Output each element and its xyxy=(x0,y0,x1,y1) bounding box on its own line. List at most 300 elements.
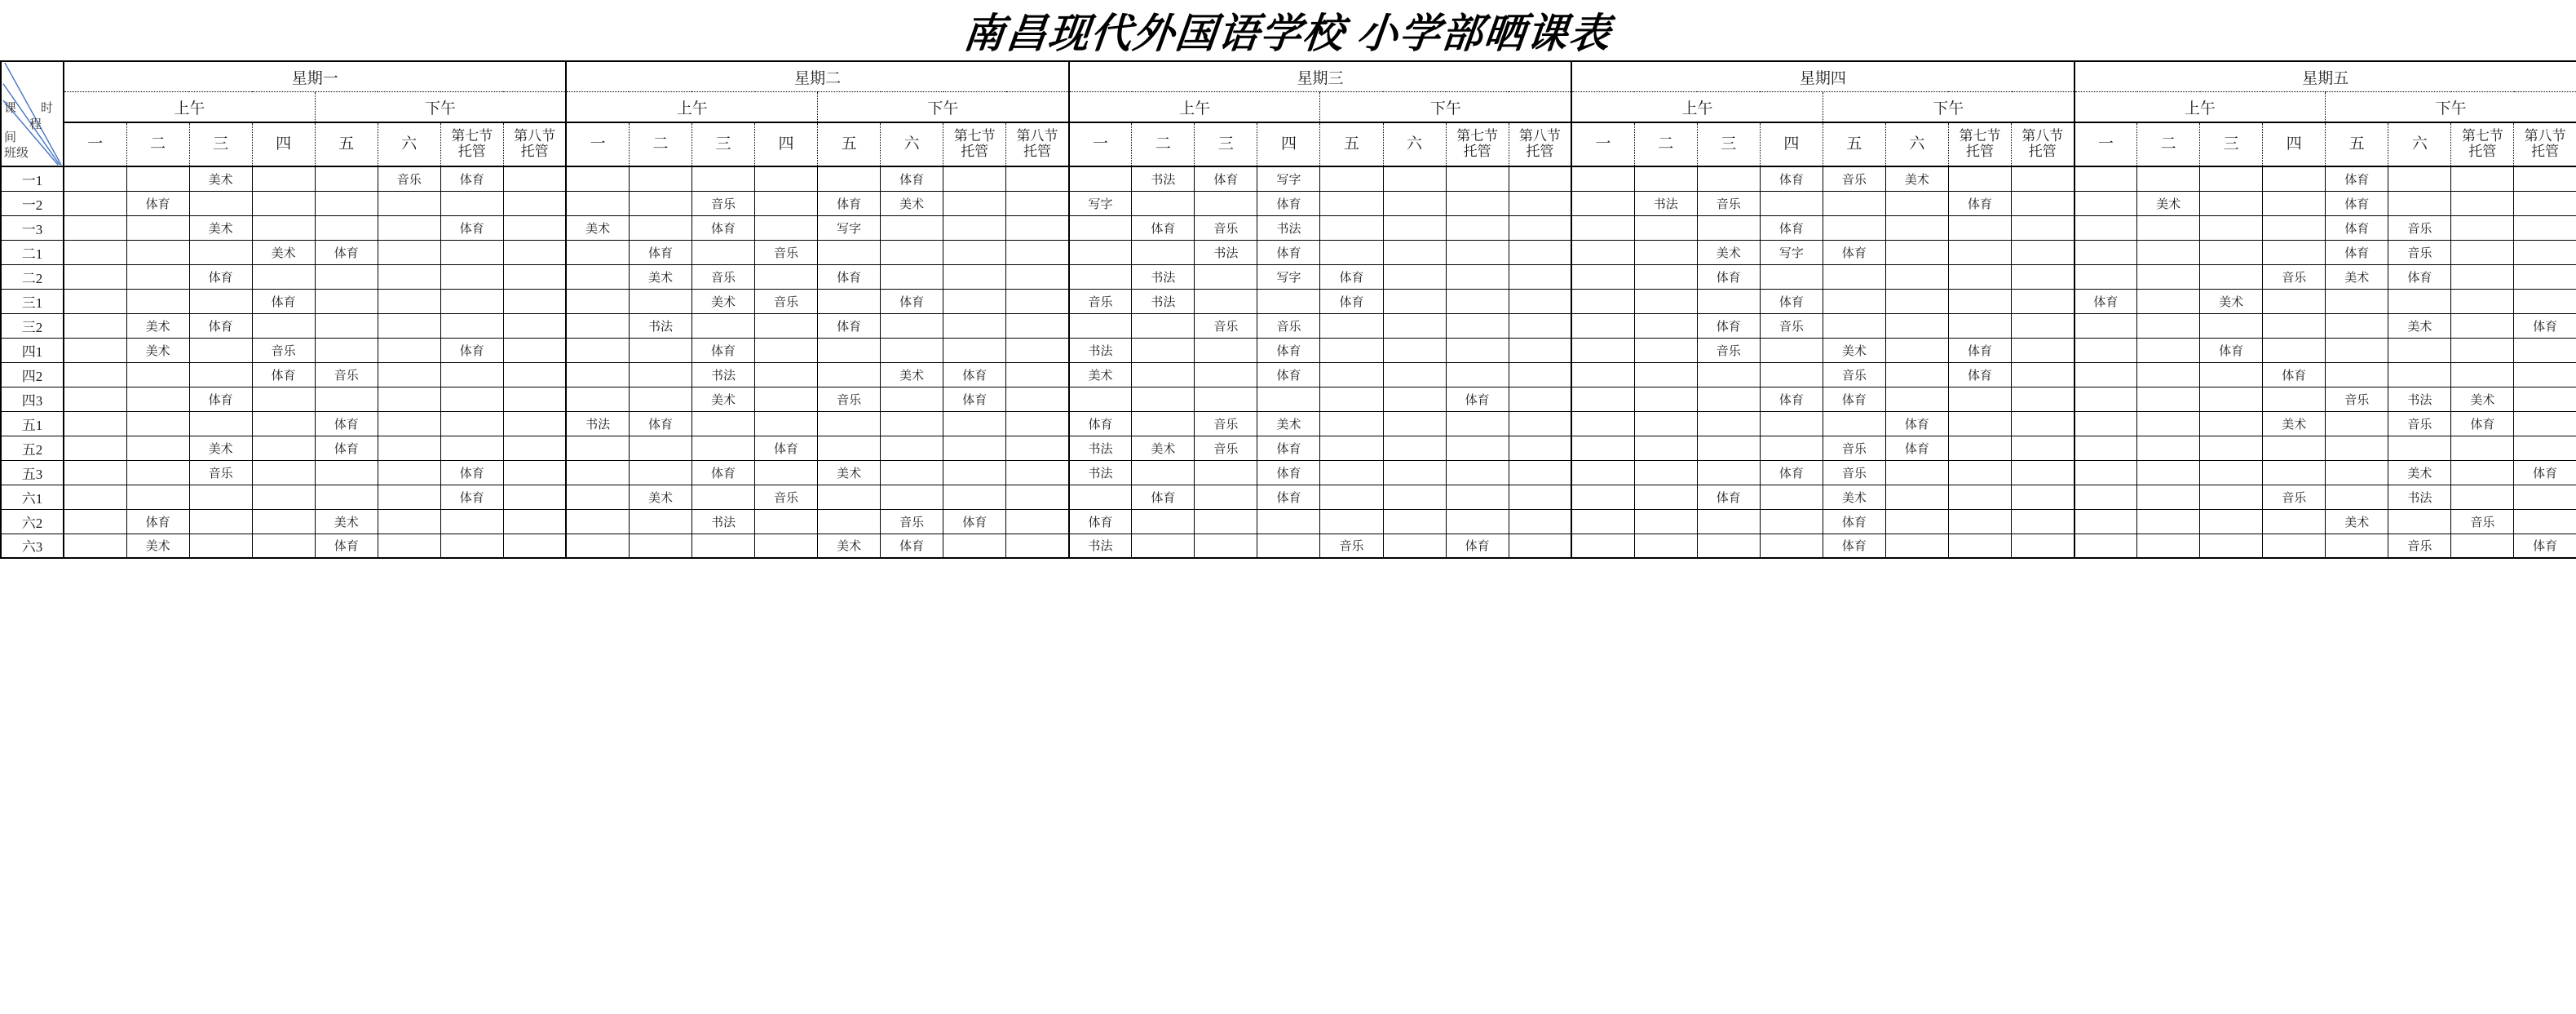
cell-五1-d4-p6[interactable]: 体育 xyxy=(1885,411,1948,436)
cell-四2-d4-p7[interactable]: 体育 xyxy=(1948,362,2011,387)
cell-六3-d2-p3[interactable] xyxy=(691,534,754,558)
cell-六3-d3-p8[interactable] xyxy=(1509,534,1571,558)
cell-五1-d5-p3[interactable] xyxy=(2200,411,2263,436)
cell-五3-d3-p5[interactable] xyxy=(1320,460,1383,485)
cell-六2-d5-p1[interactable] xyxy=(2074,509,2137,534)
cell-三2-d3-p1[interactable] xyxy=(1069,313,1132,338)
cell-三2-d5-p3[interactable] xyxy=(2200,313,2263,338)
cell-一1-d2-p5[interactable] xyxy=(818,166,881,191)
cell-三2-d3-p5[interactable] xyxy=(1320,313,1383,338)
cell-二1-d5-p8[interactable] xyxy=(2514,240,2576,264)
cell-一2-d4-p2[interactable]: 书法 xyxy=(1634,191,1697,215)
cell-五2-d2-p3[interactable] xyxy=(691,436,754,460)
cell-三1-d5-p5[interactable] xyxy=(2326,289,2388,313)
cell-一2-d5-p8[interactable] xyxy=(2514,191,2576,215)
cell-二1-d3-p1[interactable] xyxy=(1069,240,1132,264)
cell-五1-d5-p8[interactable] xyxy=(2514,411,2576,436)
cell-四3-d2-p6[interactable] xyxy=(881,387,943,411)
cell-一3-d4-p6[interactable] xyxy=(1885,215,1948,240)
cell-一2-d1-p7[interactable] xyxy=(440,191,503,215)
cell-六1-d5-p4[interactable]: 音乐 xyxy=(2263,485,2326,509)
cell-一1-d1-p1[interactable] xyxy=(64,166,126,191)
cell-五1-d3-p6[interactable] xyxy=(1383,411,1446,436)
cell-一1-d2-p2[interactable] xyxy=(629,166,691,191)
cell-二2-d2-p5[interactable]: 体育 xyxy=(818,264,881,289)
cell-一2-d3-p1[interactable]: 写字 xyxy=(1069,191,1132,215)
cell-六1-d5-p6[interactable]: 书法 xyxy=(2388,485,2451,509)
cell-六2-d4-p7[interactable] xyxy=(1948,509,2011,534)
cell-二1-d2-p7[interactable] xyxy=(943,240,1006,264)
cell-二2-d5-p8[interactable] xyxy=(2514,264,2576,289)
cell-四2-d3-p1[interactable]: 美术 xyxy=(1069,362,1132,387)
cell-六2-d4-p6[interactable] xyxy=(1885,509,1948,534)
cell-五3-d4-p3[interactable] xyxy=(1697,460,1760,485)
cell-五1-d2-p6[interactable] xyxy=(881,411,943,436)
cell-五1-d1-p2[interactable] xyxy=(126,411,189,436)
cell-二2-d1-p6[interactable] xyxy=(378,264,440,289)
cell-二2-d3-p2[interactable]: 书法 xyxy=(1132,264,1195,289)
cell-四3-d5-p1[interactable] xyxy=(2074,387,2137,411)
cell-五2-d5-p8[interactable] xyxy=(2514,436,2576,460)
cell-四2-d1-p4[interactable]: 体育 xyxy=(252,362,315,387)
cell-一1-d3-p3[interactable]: 体育 xyxy=(1195,166,1257,191)
cell-四3-d4-p2[interactable] xyxy=(1634,387,1697,411)
cell-六3-d4-p6[interactable] xyxy=(1885,534,1948,558)
cell-四3-d5-p6[interactable]: 书法 xyxy=(2388,387,2451,411)
cell-六1-d5-p1[interactable] xyxy=(2074,485,2137,509)
cell-一1-d2-p1[interactable] xyxy=(566,166,629,191)
cell-四1-d3-p8[interactable] xyxy=(1509,338,1571,362)
cell-一3-d4-p2[interactable] xyxy=(1634,215,1697,240)
cell-三2-d1-p3[interactable]: 体育 xyxy=(189,313,252,338)
cell-四1-d2-p8[interactable] xyxy=(1006,338,1069,362)
cell-五1-d5-p2[interactable] xyxy=(2137,411,2200,436)
cell-二2-d4-p2[interactable] xyxy=(1634,264,1697,289)
cell-四3-d3-p2[interactable] xyxy=(1132,387,1195,411)
cell-六2-d5-p3[interactable] xyxy=(2200,509,2263,534)
cell-三1-d1-p2[interactable] xyxy=(126,289,189,313)
cell-三1-d5-p8[interactable] xyxy=(2514,289,2576,313)
cell-二1-d1-p4[interactable]: 美术 xyxy=(252,240,315,264)
cell-六3-d1-p3[interactable] xyxy=(189,534,252,558)
cell-一1-d3-p8[interactable] xyxy=(1509,166,1571,191)
cell-六1-d4-p8[interactable] xyxy=(2012,485,2074,509)
cell-二2-d3-p1[interactable] xyxy=(1069,264,1132,289)
cell-一2-d5-p2[interactable]: 美术 xyxy=(2137,191,2200,215)
cell-三2-d4-p8[interactable] xyxy=(2012,313,2074,338)
cell-二1-d1-p6[interactable] xyxy=(378,240,440,264)
cell-四1-d1-p8[interactable] xyxy=(503,338,566,362)
cell-四2-d3-p3[interactable] xyxy=(1195,362,1257,387)
cell-一3-d4-p7[interactable] xyxy=(1948,215,2011,240)
cell-五1-d2-p2[interactable]: 体育 xyxy=(629,411,691,436)
cell-六1-d5-p2[interactable] xyxy=(2137,485,2200,509)
cell-六2-d5-p6[interactable] xyxy=(2388,509,2451,534)
cell-四1-d5-p7[interactable] xyxy=(2451,338,2514,362)
cell-四1-d4-p3[interactable]: 音乐 xyxy=(1697,338,1760,362)
cell-二2-d4-p6[interactable] xyxy=(1885,264,1948,289)
cell-一1-d4-p8[interactable] xyxy=(2012,166,2074,191)
cell-五2-d1-p2[interactable] xyxy=(126,436,189,460)
cell-四2-d4-p3[interactable] xyxy=(1697,362,1760,387)
cell-五1-d1-p6[interactable] xyxy=(378,411,440,436)
cell-一1-d5-p4[interactable] xyxy=(2263,166,2326,191)
cell-一2-d2-p5[interactable]: 体育 xyxy=(818,191,881,215)
cell-四3-d5-p5[interactable]: 音乐 xyxy=(2326,387,2388,411)
cell-三2-d3-p8[interactable] xyxy=(1509,313,1571,338)
cell-六1-d4-p4[interactable] xyxy=(1760,485,1823,509)
cell-六1-d4-p7[interactable] xyxy=(1948,485,2011,509)
cell-六3-d5-p2[interactable] xyxy=(2137,534,2200,558)
cell-二1-d2-p5[interactable] xyxy=(818,240,881,264)
cell-三2-d5-p5[interactable] xyxy=(2326,313,2388,338)
cell-三1-d4-p8[interactable] xyxy=(2012,289,2074,313)
cell-六2-d1-p6[interactable] xyxy=(378,509,440,534)
cell-一3-d3-p4[interactable]: 书法 xyxy=(1257,215,1320,240)
cell-五2-d3-p2[interactable]: 美术 xyxy=(1132,436,1195,460)
cell-三1-d5-p4[interactable] xyxy=(2263,289,2326,313)
cell-二1-d4-p5[interactable]: 体育 xyxy=(1823,240,1885,264)
cell-六1-d3-p5[interactable] xyxy=(1320,485,1383,509)
cell-四3-d1-p4[interactable] xyxy=(252,387,315,411)
cell-六2-d2-p1[interactable] xyxy=(566,509,629,534)
cell-四2-d4-p8[interactable] xyxy=(2012,362,2074,387)
cell-五2-d5-p5[interactable] xyxy=(2326,436,2388,460)
cell-三2-d4-p7[interactable] xyxy=(1948,313,2011,338)
cell-六3-d2-p4[interactable] xyxy=(755,534,818,558)
cell-四2-d4-p1[interactable] xyxy=(1571,362,1634,387)
cell-四3-d1-p8[interactable] xyxy=(503,387,566,411)
cell-六3-d3-p7[interactable]: 体育 xyxy=(1446,534,1509,558)
cell-三2-d1-p5[interactable] xyxy=(315,313,378,338)
cell-六3-d5-p5[interactable] xyxy=(2326,534,2388,558)
cell-一1-d2-p7[interactable] xyxy=(943,166,1006,191)
cell-四1-d3-p4[interactable]: 体育 xyxy=(1257,338,1320,362)
cell-二2-d5-p7[interactable] xyxy=(2451,264,2514,289)
cell-三2-d4-p2[interactable] xyxy=(1634,313,1697,338)
cell-五1-d5-p5[interactable] xyxy=(2326,411,2388,436)
cell-二2-d2-p1[interactable] xyxy=(566,264,629,289)
cell-六1-d4-p5[interactable]: 美术 xyxy=(1823,485,1885,509)
cell-六2-d1-p3[interactable] xyxy=(189,509,252,534)
cell-五2-d3-p3[interactable]: 音乐 xyxy=(1195,436,1257,460)
cell-二1-d4-p3[interactable]: 美术 xyxy=(1697,240,1760,264)
cell-三1-d3-p5[interactable]: 体育 xyxy=(1320,289,1383,313)
cell-四3-d1-p7[interactable] xyxy=(440,387,503,411)
cell-一3-d2-p4[interactable] xyxy=(755,215,818,240)
cell-六3-d1-p7[interactable] xyxy=(440,534,503,558)
cell-五1-d3-p8[interactable] xyxy=(1509,411,1571,436)
cell-三1-d1-p6[interactable] xyxy=(378,289,440,313)
cell-四2-d5-p2[interactable] xyxy=(2137,362,2200,387)
cell-三2-d4-p4[interactable]: 音乐 xyxy=(1760,313,1823,338)
cell-四2-d5-p8[interactable] xyxy=(2514,362,2576,387)
cell-三2-d1-p8[interactable] xyxy=(503,313,566,338)
cell-四3-d3-p5[interactable] xyxy=(1320,387,1383,411)
cell-六2-d5-p8[interactable] xyxy=(2514,509,2576,534)
cell-三1-d2-p3[interactable]: 美术 xyxy=(691,289,754,313)
cell-二1-d4-p7[interactable] xyxy=(1948,240,2011,264)
cell-三2-d3-p4[interactable]: 音乐 xyxy=(1257,313,1320,338)
cell-四2-d1-p8[interactable] xyxy=(503,362,566,387)
cell-四2-d5-p7[interactable] xyxy=(2451,362,2514,387)
cell-二2-d1-p5[interactable] xyxy=(315,264,378,289)
cell-五2-d4-p6[interactable]: 体育 xyxy=(1885,436,1948,460)
cell-五2-d5-p7[interactable] xyxy=(2451,436,2514,460)
cell-四1-d1-p7[interactable]: 体育 xyxy=(440,338,503,362)
cell-三2-d2-p3[interactable] xyxy=(691,313,754,338)
cell-六1-d4-p2[interactable] xyxy=(1634,485,1697,509)
cell-一3-d1-p8[interactable] xyxy=(503,215,566,240)
cell-六2-d2-p8[interactable] xyxy=(1006,509,1069,534)
cell-二2-d2-p6[interactable] xyxy=(881,264,943,289)
cell-三1-d1-p1[interactable] xyxy=(64,289,126,313)
cell-六1-d1-p8[interactable] xyxy=(503,485,566,509)
cell-六1-d1-p1[interactable] xyxy=(64,485,126,509)
cell-五1-d3-p1[interactable]: 体育 xyxy=(1069,411,1132,436)
cell-六1-d3-p3[interactable] xyxy=(1195,485,1257,509)
cell-二2-d3-p8[interactable] xyxy=(1509,264,1571,289)
cell-六2-d4-p2[interactable] xyxy=(1634,509,1697,534)
cell-五2-d2-p1[interactable] xyxy=(566,436,629,460)
cell-六1-d1-p6[interactable] xyxy=(378,485,440,509)
cell-三1-d3-p7[interactable] xyxy=(1446,289,1509,313)
cell-一2-d3-p4[interactable]: 体育 xyxy=(1257,191,1320,215)
cell-六3-d5-p7[interactable] xyxy=(2451,534,2514,558)
cell-三1-d2-p1[interactable] xyxy=(566,289,629,313)
cell-四2-d5-p4[interactable]: 体育 xyxy=(2263,362,2326,387)
cell-二1-d3-p7[interactable] xyxy=(1446,240,1509,264)
cell-四1-d2-p5[interactable] xyxy=(818,338,881,362)
cell-一1-d2-p6[interactable]: 体育 xyxy=(881,166,943,191)
cell-三2-d5-p6[interactable]: 美术 xyxy=(2388,313,2451,338)
cell-六1-d2-p1[interactable] xyxy=(566,485,629,509)
cell-一3-d4-p3[interactable] xyxy=(1697,215,1760,240)
cell-五3-d4-p4[interactable]: 体育 xyxy=(1760,460,1823,485)
cell-六1-d3-p8[interactable] xyxy=(1509,485,1571,509)
cell-五3-d3-p3[interactable] xyxy=(1195,460,1257,485)
cell-三1-d4-p2[interactable] xyxy=(1634,289,1697,313)
cell-三1-d4-p1[interactable] xyxy=(1571,289,1634,313)
cell-五1-d5-p6[interactable]: 音乐 xyxy=(2388,411,2451,436)
cell-一1-d5-p3[interactable] xyxy=(2200,166,2263,191)
cell-三2-d2-p4[interactable] xyxy=(755,313,818,338)
cell-二1-d5-p7[interactable] xyxy=(2451,240,2514,264)
cell-六1-d2-p2[interactable]: 美术 xyxy=(629,485,691,509)
cell-五3-d1-p4[interactable] xyxy=(252,460,315,485)
cell-二2-d5-p6[interactable]: 体育 xyxy=(2388,264,2451,289)
cell-五3-d2-p5[interactable]: 美术 xyxy=(818,460,881,485)
cell-一2-d3-p2[interactable] xyxy=(1132,191,1195,215)
cell-二2-d3-p3[interactable] xyxy=(1195,264,1257,289)
cell-三2-d1-p6[interactable] xyxy=(378,313,440,338)
cell-六3-d2-p2[interactable] xyxy=(629,534,691,558)
cell-六3-d3-p2[interactable] xyxy=(1132,534,1195,558)
cell-六3-d1-p5[interactable]: 体育 xyxy=(315,534,378,558)
cell-六2-d3-p6[interactable] xyxy=(1383,509,1446,534)
cell-五3-d3-p8[interactable] xyxy=(1509,460,1571,485)
cell-五3-d5-p6[interactable]: 美术 xyxy=(2388,460,2451,485)
cell-五3-d4-p6[interactable] xyxy=(1885,460,1948,485)
cell-三2-d2-p7[interactable] xyxy=(943,313,1006,338)
cell-一2-d2-p1[interactable] xyxy=(566,191,629,215)
cell-四3-d3-p6[interactable] xyxy=(1383,387,1446,411)
cell-一1-d1-p5[interactable] xyxy=(315,166,378,191)
cell-五2-d3-p7[interactable] xyxy=(1446,436,1509,460)
cell-二1-d5-p1[interactable] xyxy=(2074,240,2137,264)
cell-四2-d4-p2[interactable] xyxy=(1634,362,1697,387)
cell-六3-d4-p7[interactable] xyxy=(1948,534,2011,558)
cell-五2-d3-p5[interactable] xyxy=(1320,436,1383,460)
cell-六2-d4-p1[interactable] xyxy=(1571,509,1634,534)
cell-六2-d2-p5[interactable] xyxy=(818,509,881,534)
cell-六2-d2-p3[interactable]: 书法 xyxy=(691,509,754,534)
cell-六2-d1-p7[interactable] xyxy=(440,509,503,534)
cell-一2-d5-p1[interactable] xyxy=(2074,191,2137,215)
cell-四1-d1-p5[interactable] xyxy=(315,338,378,362)
cell-六1-d2-p7[interactable] xyxy=(943,485,1006,509)
cell-六1-d4-p3[interactable]: 体育 xyxy=(1697,485,1760,509)
cell-一3-d1-p4[interactable] xyxy=(252,215,315,240)
cell-四3-d3-p7[interactable]: 体育 xyxy=(1446,387,1509,411)
cell-四3-d3-p3[interactable] xyxy=(1195,387,1257,411)
cell-六2-d3-p2[interactable] xyxy=(1132,509,1195,534)
cell-五3-d4-p5[interactable]: 音乐 xyxy=(1823,460,1885,485)
cell-三2-d1-p4[interactable] xyxy=(252,313,315,338)
cell-一3-d4-p4[interactable]: 体育 xyxy=(1760,215,1823,240)
cell-六1-d2-p8[interactable] xyxy=(1006,485,1069,509)
cell-五2-d2-p8[interactable] xyxy=(1006,436,1069,460)
cell-二2-d1-p1[interactable] xyxy=(64,264,126,289)
cell-二1-d5-p2[interactable] xyxy=(2137,240,2200,264)
cell-四1-d2-p2[interactable] xyxy=(629,338,691,362)
cell-三2-d1-p7[interactable] xyxy=(440,313,503,338)
cell-四3-d4-p5[interactable]: 体育 xyxy=(1823,387,1885,411)
cell-五3-d2-p4[interactable] xyxy=(755,460,818,485)
cell-一1-d3-p1[interactable] xyxy=(1069,166,1132,191)
cell-五1-d3-p5[interactable] xyxy=(1320,411,1383,436)
cell-六3-d3-p5[interactable]: 音乐 xyxy=(1320,534,1383,558)
cell-一2-d5-p4[interactable] xyxy=(2263,191,2326,215)
cell-六3-d4-p4[interactable] xyxy=(1760,534,1823,558)
cell-五3-d5-p8[interactable]: 体育 xyxy=(2514,460,2576,485)
cell-四2-d2-p6[interactable]: 美术 xyxy=(881,362,943,387)
cell-一2-d2-p2[interactable] xyxy=(629,191,691,215)
cell-四3-d2-p1[interactable] xyxy=(566,387,629,411)
cell-六2-d1-p1[interactable] xyxy=(64,509,126,534)
cell-二2-d2-p4[interactable] xyxy=(755,264,818,289)
cell-六3-d2-p1[interactable] xyxy=(566,534,629,558)
cell-四1-d5-p1[interactable] xyxy=(2074,338,2137,362)
cell-一1-d1-p2[interactable] xyxy=(126,166,189,191)
cell-一1-d5-p1[interactable] xyxy=(2074,166,2137,191)
cell-五3-d5-p5[interactable] xyxy=(2326,460,2388,485)
cell-三2-d3-p7[interactable] xyxy=(1446,313,1509,338)
cell-四2-d4-p5[interactable]: 音乐 xyxy=(1823,362,1885,387)
cell-四1-d2-p6[interactable] xyxy=(881,338,943,362)
cell-四2-d3-p4[interactable]: 体育 xyxy=(1257,362,1320,387)
cell-三1-d3-p1[interactable]: 音乐 xyxy=(1069,289,1132,313)
cell-六3-d4-p2[interactable] xyxy=(1634,534,1697,558)
cell-六1-d4-p6[interactable] xyxy=(1885,485,1948,509)
cell-三1-d4-p6[interactable] xyxy=(1885,289,1948,313)
cell-三2-d3-p3[interactable]: 音乐 xyxy=(1195,313,1257,338)
cell-四3-d1-p5[interactable] xyxy=(315,387,378,411)
cell-二2-d3-p6[interactable] xyxy=(1383,264,1446,289)
cell-一1-d5-p8[interactable] xyxy=(2514,166,2576,191)
cell-六3-d4-p5[interactable]: 体育 xyxy=(1823,534,1885,558)
cell-五2-d1-p1[interactable] xyxy=(64,436,126,460)
cell-六3-d3-p6[interactable] xyxy=(1383,534,1446,558)
cell-二2-d3-p5[interactable]: 体育 xyxy=(1320,264,1383,289)
cell-三2-d2-p1[interactable] xyxy=(566,313,629,338)
cell-六3-d1-p1[interactable] xyxy=(64,534,126,558)
cell-三2-d2-p8[interactable] xyxy=(1006,313,1069,338)
cell-一2-d3-p6[interactable] xyxy=(1383,191,1446,215)
cell-三1-d2-p6[interactable]: 体育 xyxy=(881,289,943,313)
cell-五2-d1-p5[interactable]: 体育 xyxy=(315,436,378,460)
cell-一1-d2-p4[interactable] xyxy=(755,166,818,191)
cell-一1-d2-p3[interactable] xyxy=(691,166,754,191)
cell-四3-d4-p1[interactable] xyxy=(1571,387,1634,411)
cell-五3-d1-p7[interactable]: 体育 xyxy=(440,460,503,485)
cell-二1-d4-p4[interactable]: 写字 xyxy=(1760,240,1823,264)
cell-四2-d3-p8[interactable] xyxy=(1509,362,1571,387)
cell-一3-d2-p6[interactable] xyxy=(881,215,943,240)
cell-四1-d3-p1[interactable]: 书法 xyxy=(1069,338,1132,362)
cell-三1-d5-p6[interactable] xyxy=(2388,289,2451,313)
cell-三2-d5-p8[interactable]: 体育 xyxy=(2514,313,2576,338)
cell-六3-d1-p2[interactable]: 美术 xyxy=(126,534,189,558)
cell-二1-d1-p2[interactable] xyxy=(126,240,189,264)
cell-一1-d3-p4[interactable]: 写字 xyxy=(1257,166,1320,191)
cell-一2-d3-p7[interactable] xyxy=(1446,191,1509,215)
cell-六1-d2-p3[interactable] xyxy=(691,485,754,509)
cell-二2-d2-p8[interactable] xyxy=(1006,264,1069,289)
cell-三1-d3-p3[interactable] xyxy=(1195,289,1257,313)
cell-四3-d2-p3[interactable]: 美术 xyxy=(691,387,754,411)
cell-一1-d3-p5[interactable] xyxy=(1320,166,1383,191)
cell-四2-d4-p4[interactable] xyxy=(1760,362,1823,387)
cell-四1-d4-p8[interactable] xyxy=(2012,338,2074,362)
cell-四1-d1-p6[interactable] xyxy=(378,338,440,362)
cell-六2-d5-p5[interactable]: 美术 xyxy=(2326,509,2388,534)
cell-三2-d1-p1[interactable] xyxy=(64,313,126,338)
cell-二1-d1-p8[interactable] xyxy=(503,240,566,264)
cell-二1-d3-p2[interactable] xyxy=(1132,240,1195,264)
cell-四2-d2-p7[interactable]: 体育 xyxy=(943,362,1006,387)
cell-五3-d5-p1[interactable] xyxy=(2074,460,2137,485)
cell-六1-d3-p6[interactable] xyxy=(1383,485,1446,509)
cell-一3-d1-p7[interactable]: 体育 xyxy=(440,215,503,240)
cell-一2-d4-p8[interactable] xyxy=(2012,191,2074,215)
cell-三2-d5-p1[interactable] xyxy=(2074,313,2137,338)
cell-五1-d2-p4[interactable] xyxy=(755,411,818,436)
cell-一3-d1-p1[interactable] xyxy=(64,215,126,240)
cell-一3-d5-p4[interactable] xyxy=(2263,215,2326,240)
cell-三1-d3-p6[interactable] xyxy=(1383,289,1446,313)
cell-六2-d4-p8[interactable] xyxy=(2012,509,2074,534)
cell-四1-d4-p4[interactable] xyxy=(1760,338,1823,362)
cell-二1-d1-p5[interactable]: 体育 xyxy=(315,240,378,264)
cell-四1-d5-p2[interactable] xyxy=(2137,338,2200,362)
cell-五2-d1-p7[interactable] xyxy=(440,436,503,460)
cell-五3-d1-p2[interactable] xyxy=(126,460,189,485)
cell-六2-d2-p4[interactable] xyxy=(755,509,818,534)
cell-四3-d2-p7[interactable]: 体育 xyxy=(943,387,1006,411)
cell-一3-d5-p8[interactable] xyxy=(2514,215,2576,240)
cell-四2-d2-p1[interactable] xyxy=(566,362,629,387)
